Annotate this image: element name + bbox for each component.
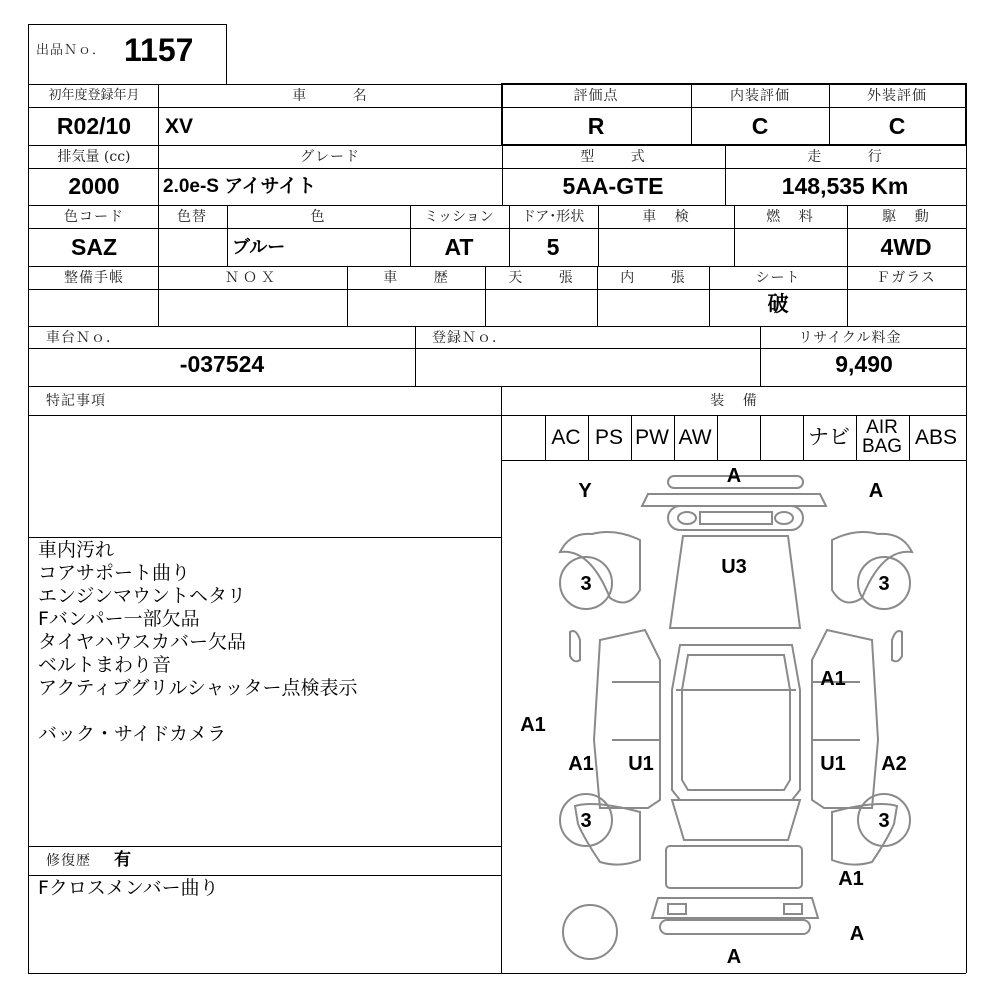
first-registration-label: 初年度登録年月 — [48, 88, 140, 103]
grade-label: グレード — [300, 149, 360, 165]
interior-grade-value: C — [751, 113, 769, 139]
damage-mark: Y — [578, 480, 592, 502]
damage-mark: A — [868, 480, 884, 502]
car-name-label: 車 名 — [292, 88, 368, 104]
damage-mark: 3 — [878, 810, 890, 832]
damage-mark: A2 — [881, 753, 907, 775]
note-line: アクティブグリルシャッター点検表示 — [38, 677, 358, 699]
lot-number: 1157 — [124, 32, 194, 68]
car-name-value: XV — [165, 115, 194, 138]
mileage-label: 走 行 — [807, 149, 883, 165]
first-registration-value: R02/10 — [56, 113, 132, 139]
damage-mark: 3 — [580, 810, 592, 832]
damage-mark: A1 — [820, 668, 846, 690]
equipment-item-ac: AC — [551, 426, 581, 449]
model-value: 5AA-GTE — [562, 173, 664, 199]
nox-label: ＮＯＸ — [225, 270, 279, 286]
score-label: 評価点 — [573, 88, 619, 104]
equipment-item-pw: PW — [635, 426, 669, 449]
damage-mark: A — [726, 946, 742, 968]
equipment-item-aw: AW — [678, 426, 712, 449]
model-label: 型 式 — [580, 149, 646, 165]
equipment-item-navi: ナビ — [808, 426, 850, 449]
damage-mark: A — [849, 923, 865, 945]
ceiling-label: 天 張 — [508, 270, 574, 286]
damage-mark: 3 — [878, 573, 890, 595]
interior-trim-label: 内 張 — [620, 270, 686, 286]
color-change-label: 色替 — [177, 209, 207, 225]
damage-mark: A1 — [568, 753, 594, 775]
seat-value: 破 — [767, 293, 789, 316]
displacement-value: 2000 — [68, 173, 120, 199]
interior-grade-label: 内装評価 — [730, 88, 790, 104]
damage-mark: A1 — [520, 714, 546, 736]
special-notes-label: 特記事項 — [46, 393, 106, 409]
note-line: タイヤハウスカバー欠品 — [38, 631, 247, 653]
grade-value: 2.0e-S アイサイト — [163, 176, 317, 197]
drive-value: 4WD — [880, 234, 932, 260]
exterior-grade-value: C — [888, 113, 906, 139]
lot-number-label: 出品Ｎｏ． — [36, 43, 107, 58]
mission-label: ミッション — [424, 209, 494, 225]
displacement-label: 排気量 (cc) — [57, 149, 131, 165]
chassis-number-label: 車台Ｎｏ． — [46, 330, 121, 346]
repair-history-value: 有 — [114, 850, 131, 870]
inspection-label: 車 検 — [642, 209, 690, 225]
door-label: ドア･形状 — [521, 209, 585, 225]
color-label: 色 — [310, 209, 326, 225]
repair-history-label: 修復歴 — [46, 853, 91, 869]
fuel-label: 燃 料 — [766, 209, 814, 225]
damage-mark: U3 — [721, 556, 747, 578]
mission-value: AT — [444, 234, 474, 260]
chassis-number-value: -037524 — [179, 351, 265, 377]
damage-mark: U1 — [628, 753, 654, 775]
color-value: ブルー — [232, 237, 286, 257]
repair-history-note: Fクロスメンバー曲り — [38, 877, 219, 899]
vehicle-history-label: 車 歴 — [383, 270, 449, 286]
color-code-label: 色コード — [64, 209, 124, 225]
damage-mark: U1 — [820, 753, 846, 775]
note-line: コアサポート曲り — [38, 562, 191, 584]
registration-number-label: 登録Ｎｏ． — [432, 330, 507, 346]
seat-label: シート — [755, 270, 801, 286]
damage-mark: A — [726, 465, 742, 487]
equipment-label: 装 備 — [710, 393, 758, 409]
door-value: 5 — [546, 234, 560, 260]
damage-mark: A1 — [838, 868, 864, 890]
note-line: Fバンパー一部欠品 — [38, 608, 200, 630]
equipment-item-abs: ABS — [914, 426, 958, 449]
equipment-item-airbag: AIR BAG — [861, 417, 903, 457]
service-record-label: 整備手帳 — [64, 270, 124, 286]
exterior-grade-label: 外装評価 — [867, 88, 927, 104]
recycle-fee-label: リサイクル料金 — [798, 330, 902, 346]
note-line: エンジンマウントヘタリ — [38, 585, 247, 607]
note-line: 車内汚れ — [38, 539, 115, 561]
front-glass-label: Ｆガラス — [876, 270, 936, 286]
color-code-value: SAZ — [71, 234, 117, 260]
note-line: ベルトまわり音 — [38, 654, 172, 676]
mileage-value: 148,535 Km — [781, 173, 909, 199]
note-line: バック・サイドカメラ — [38, 723, 227, 745]
damage-mark: 3 — [580, 573, 592, 595]
recycle-fee-value: 9,490 — [835, 351, 893, 377]
drive-label: 駆 動 — [882, 209, 930, 225]
score-value: R — [587, 113, 605, 139]
equipment-item-ps: PS — [594, 426, 624, 449]
